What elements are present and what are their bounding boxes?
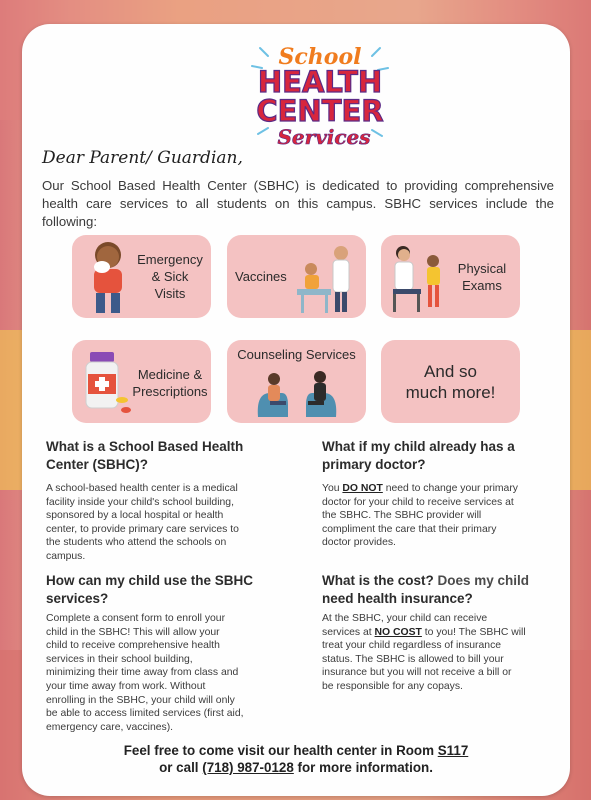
section-heading-primary-doctor: What if my child already has a primary doctor?	[322, 439, 515, 472]
service-tile-medicine	[72, 340, 211, 423]
vaccine-doctor-icon	[293, 239, 363, 317]
section-heading-cost: What is the cost? Does my child need health insurance?	[322, 573, 530, 606]
service-tile-physical-exams	[381, 235, 520, 318]
section-body-primary-doctor: You DO NOT need to change your primary doctor for your child to receive services at the SBHC. The SBHC provider will compliment the care that their primary doctor provides.	[322, 483, 518, 549]
greeting: Dear Parent/ Guardian,	[42, 148, 243, 168]
tile-label: Physical Exams	[457, 261, 507, 293]
section-body-cost: At the SBHC, your child can receive services at NO COST to you! The SBHC will treat your child regardless of insurance status. The SBHC is allowed to bill your insurance but you will not receive a bill or be responsible for any copays.	[322, 613, 526, 692]
service-tile-more	[381, 340, 520, 423]
service-tile-counseling	[227, 340, 366, 423]
school-health-center-logo	[240, 38, 400, 156]
tile-label: Counseling Services	[237, 347, 356, 362]
tile-label: Vaccines	[235, 269, 287, 284]
section-heading-how-to-use: How can my child use the SBHC services?	[46, 573, 254, 606]
svg-text:HEALTH: HEALTH	[257, 65, 383, 99]
section-body-how-to-use: Complete a consent form to enroll your child in the SBHC! This will allow your child to receive comprehensive health services in their school building, minimizing their time away from class and your time away from work. Without enrolling in the SBHC, your child will only be able to access limited services (first aid, emergency care, vaccines).	[46, 613, 244, 733]
section-heading-what-is-sbhc: What is a School Based Health Center (SBHC)?	[46, 439, 244, 472]
tile-label: Medicine & Prescriptions	[132, 367, 208, 399]
tile-label: Emergency & Sick Visits	[137, 252, 203, 301]
service-tile-vaccines	[227, 235, 366, 318]
svg-text:CENTER: CENTER	[256, 94, 384, 128]
exam-doctor-icon	[385, 239, 451, 317]
section-body-what-is-sbhc: A school-based health center is a medical facility inside your child's school building, sponsored by a local hospital or health center, to provide primary care services to the students who attend the schools on campus.	[46, 483, 239, 562]
service-tile-emergency	[72, 235, 211, 318]
intro-paragraph: Our School Based Health Center (SBHC) is dedicated to providing comprehensive health care services to all students on this campus. SBHC services include the following:	[42, 178, 554, 229]
svg-text:Services: Services	[277, 125, 371, 149]
footer-contact: Feel free to come visit our health center in Room S117 or call (718) 987-0128 for more information.	[123, 743, 469, 775]
phone-number[interactable]: (718) 987-0128	[202, 760, 294, 775]
room-number: S117	[437, 743, 469, 758]
tile-label: And so much more!	[405, 362, 496, 402]
medicine-bottle-icon	[78, 344, 134, 422]
counseling-icon	[252, 365, 342, 423]
svg-text:School: School	[278, 44, 362, 70]
flyer-card	[22, 24, 570, 796]
sick-child-icon	[80, 239, 136, 318]
